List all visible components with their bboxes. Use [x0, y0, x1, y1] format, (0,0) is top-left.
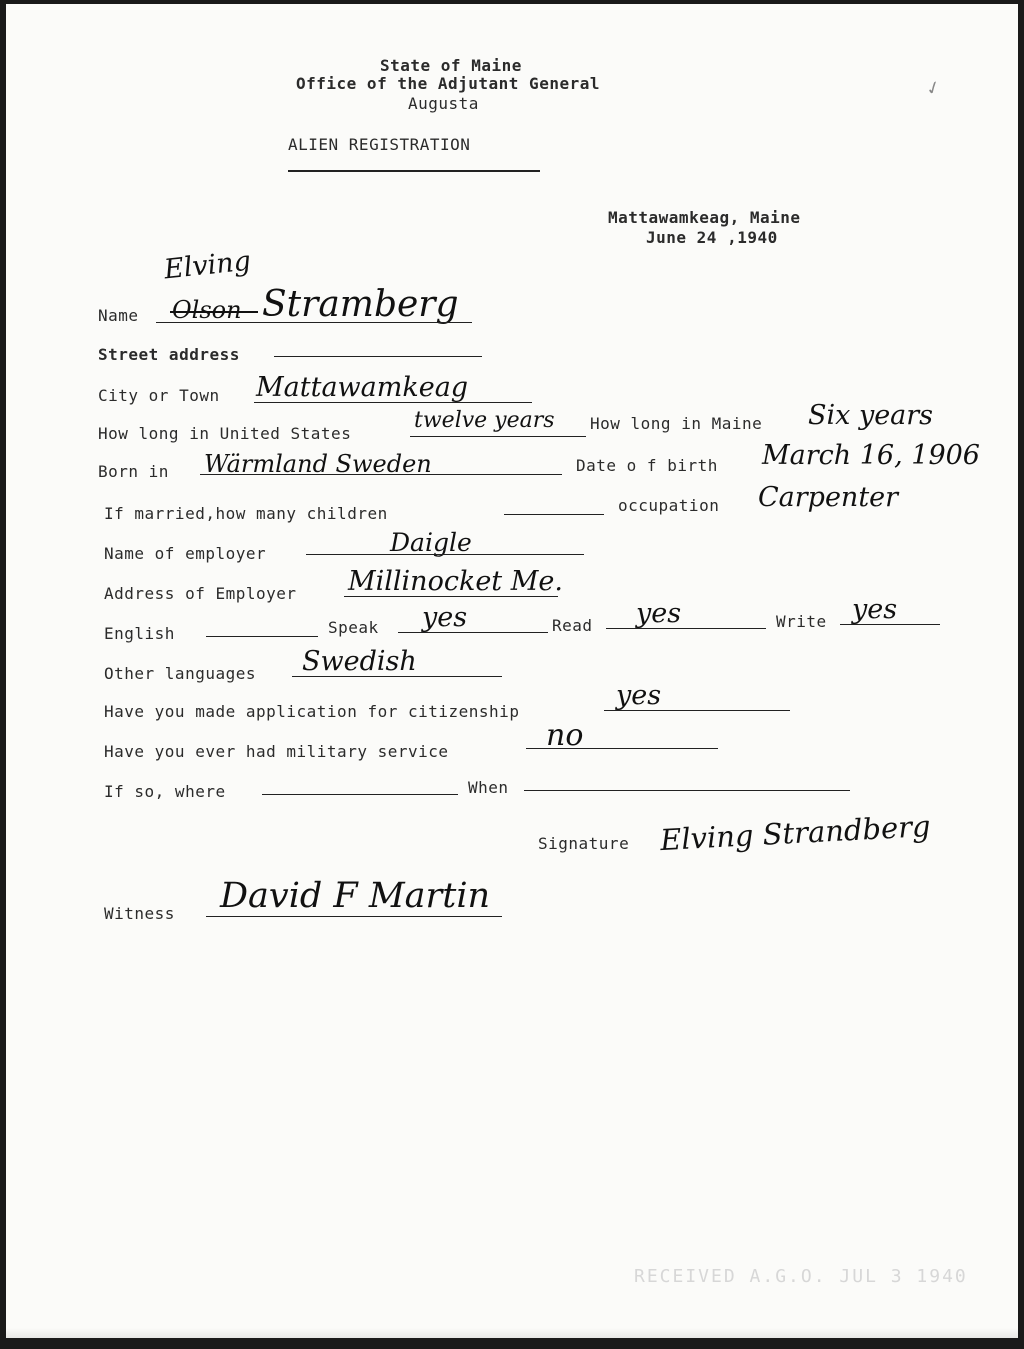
city-label: City or Town: [98, 386, 220, 405]
form-title: ALIEN REGISTRATION: [288, 135, 471, 154]
children-label: If married,how many children: [104, 504, 388, 523]
name-strikethrough: [170, 311, 258, 313]
surname-value: Stramberg: [262, 284, 459, 325]
title-underline: [288, 170, 540, 172]
place: Mattawamkeag, Maine: [608, 208, 801, 227]
write-value: yes: [852, 594, 898, 625]
witness-label: Witness: [104, 904, 175, 923]
header-state: State of Maine: [380, 56, 522, 75]
employer-address-line: [344, 596, 558, 597]
name-line: [156, 322, 472, 323]
english-line: [206, 636, 318, 637]
dob-label: Date o f birth: [576, 456, 718, 475]
dob-value: March 16, 1906: [762, 440, 980, 471]
born-label: Born in: [98, 462, 169, 481]
read-line: [606, 628, 766, 629]
occupation-value: Carpenter: [758, 482, 899, 513]
born-line: [200, 474, 562, 475]
us-value: twelve years: [414, 408, 555, 433]
military-line: [526, 748, 718, 749]
check-mark: ✓: [922, 76, 945, 101]
employer-line: [306, 554, 584, 555]
page-bottom-edge: [6, 1328, 1018, 1338]
other-languages-line: [292, 676, 502, 677]
speak-label: Speak: [328, 618, 379, 637]
where-line: [262, 794, 458, 795]
street-label: Street address: [98, 345, 240, 364]
city-value: Mattawamkeag: [256, 372, 469, 403]
citizenship-value: yes: [616, 680, 662, 711]
street-line: [274, 356, 482, 357]
born-value: Wärmland Sweden: [204, 450, 432, 478]
header-city: Augusta: [408, 94, 479, 113]
signature-value: Elving Strandberg: [659, 808, 932, 858]
when-line: [524, 790, 850, 791]
witness-line: [206, 916, 502, 917]
employer-label: Name of employer: [104, 544, 267, 563]
other-languages-label: Other languages: [104, 664, 256, 683]
signature-label: Signature: [538, 834, 630, 853]
employer-address-value: Millinocket Me.: [348, 566, 563, 597]
read-label: Read: [552, 616, 593, 635]
other-languages-value: Swedish: [302, 646, 417, 677]
speak-line: [398, 632, 548, 633]
maine-value: Six years: [808, 400, 934, 431]
received-stamp: RECEIVED A.G.O. JUL 3 1940: [634, 1266, 968, 1287]
name-label: Name: [98, 306, 139, 325]
name-struck: Olson: [172, 296, 242, 324]
date: June 24 ,1940: [646, 228, 778, 247]
write-label: Write: [776, 612, 827, 631]
name-correction: Elving: [162, 245, 253, 286]
witness-value: David F Martin: [220, 876, 491, 916]
us-line: [410, 436, 586, 437]
us-label: How long in United States: [98, 424, 352, 443]
where-label: If so, where: [104, 782, 226, 801]
military-value: no: [546, 718, 584, 753]
city-line: [254, 402, 532, 403]
children-line: [504, 514, 604, 515]
write-line: [840, 624, 940, 625]
english-label: English: [104, 624, 175, 643]
document-page: [6, 4, 1018, 1338]
employer-value: Daigle: [390, 528, 472, 557]
citizenship-label: Have you made application for citizenship: [104, 702, 520, 721]
maine-label: How long in Maine: [590, 414, 763, 433]
read-value: yes: [636, 598, 682, 629]
occupation-label: occupation: [618, 496, 720, 515]
speak-value: yes: [422, 602, 468, 633]
employer-address-label: Address of Employer: [104, 584, 297, 603]
citizenship-line: [604, 710, 790, 711]
when-label: When: [468, 778, 509, 797]
military-label: Have you ever had military service: [104, 742, 449, 761]
header-office: Office of the Adjutant General: [296, 74, 600, 93]
